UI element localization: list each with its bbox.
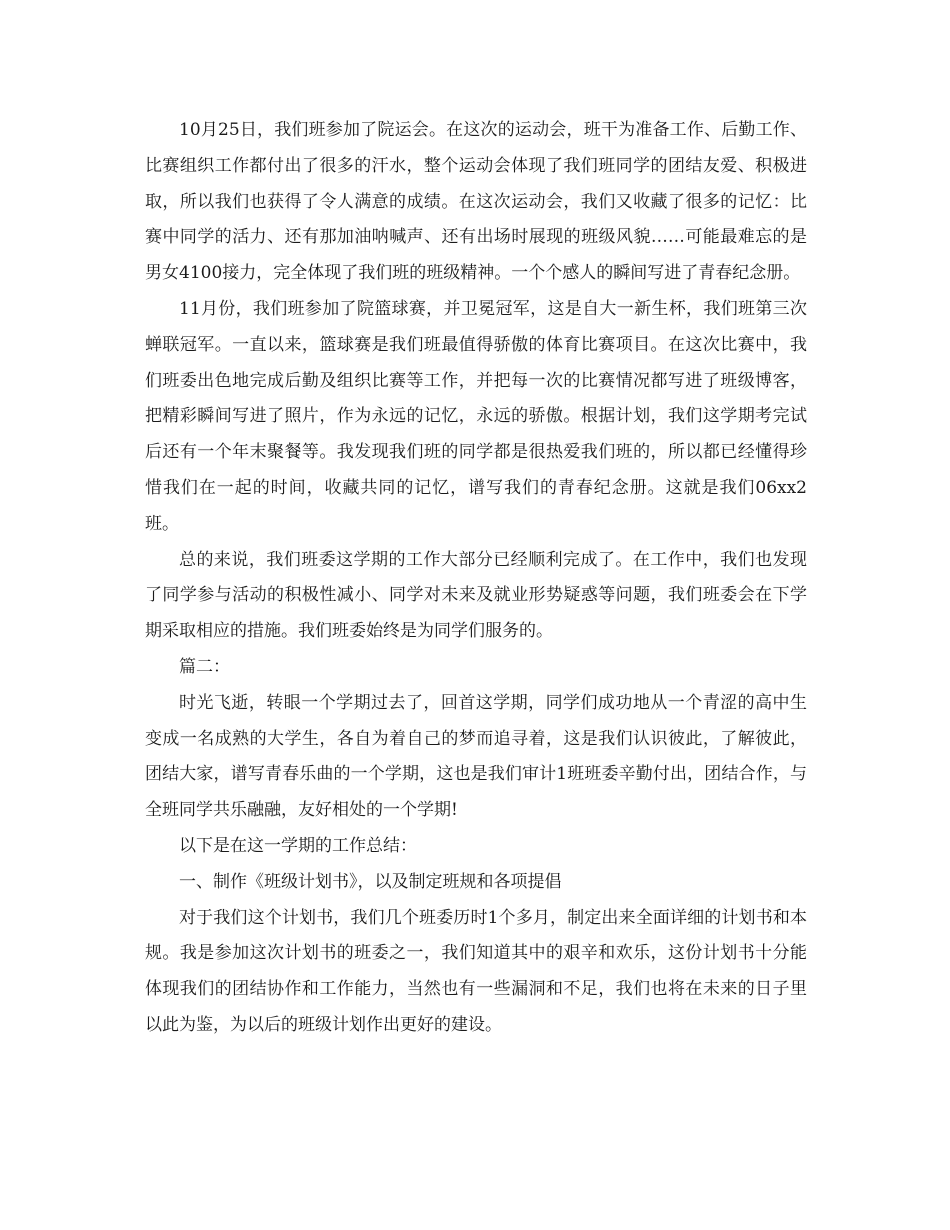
paragraph-sports-meet: 10月25日，我们班参加了院运会。在这次的运动会，班干为准备工作、后勤工作、比赛组织工作都付出了很多的汗水，整个运动会体现了我们班同学的团结友爱、积极进取，所以我们也获得了令人满意的成绩。在这次运动会，我们又收藏了很多的记忆：比赛中同学的活力、还有那加油呐喊声、还有出场时展现的班级风貌……可能最难忘的是男女4100接力，完全体现了我们班的班级精神。一个个感人的瞬间写进了青春纪念册。 <box>145 120 807 284</box>
section-heading-class-plan: 一、制作《班级计划书》，以及制定班规和各项提倡 <box>179 871 562 892</box>
paragraph-class-plan: 对于我们这个计划书，我们几个班委历时1个多月，制定出来全面详细的计划书和本规。我是参加这次计划书的班委之一，我们知道其中的艰辛和欢乐，这份计划书十分能体现我们的团结协作和工作能力，当然也有一些漏洞和不足，我们也将在未来的日子里以此为鉴，为以后的班级计划作出更好的建设。 <box>145 907 807 1035</box>
paragraph-summary: 总的来说，我们班委这学期的工作大部分已经顺利完成了。在工作中，我们也发现了同学参与活动的积极性减小、同学对未来及就业形势疑惑等问题，我们班委会在下学期采取相应的措施。我们班委始终是为同学们服务的。 <box>145 549 807 642</box>
paragraph-work-summary-intro: 以下是在这一学期的工作总结： <box>179 835 417 856</box>
paragraph-basketball: 11月份，我们班参加了院篮球赛，并卫冕冠军，这是自大一新生杯，我们班第三次蝉联冠军。一直以来，篮球赛是我们班最值得骄傲的体育比赛项目。在这次比赛中，我们班委出色地完成后勤及组织比赛等工作，并把每一次的比赛情况都写进了班级博客，把精彩瞬间写进了照片，作为永远的记忆，永远的骄傲。根据计划，我们这学期考完试后还有一个年末聚餐等。我发现我们班的同学都是很热爱我们班的，所以都已经懂得珍惜我们在一起的时间，收藏共同的记忆，谱写我们的青春纪念册。这就是我们06xx2班。 <box>145 298 807 534</box>
paragraph-semester-intro: 时光飞逝，转眼一个学期过去了，回首这学期，同学们成功地从一个青涩的高中生变成一名成熟的大学生，各自为着自己的梦而追寻着，这是我们认识彼此，了解彼此，团结大家，谱写青春乐曲的一个学期，这也是我们审计1班班委辛勤付出，团结合作，与全班同学共乐融融，友好相处的一个学期! <box>145 692 807 821</box>
section-heading-part-two: 篇二： <box>179 656 230 677</box>
document-body <box>145 113 807 1044</box>
